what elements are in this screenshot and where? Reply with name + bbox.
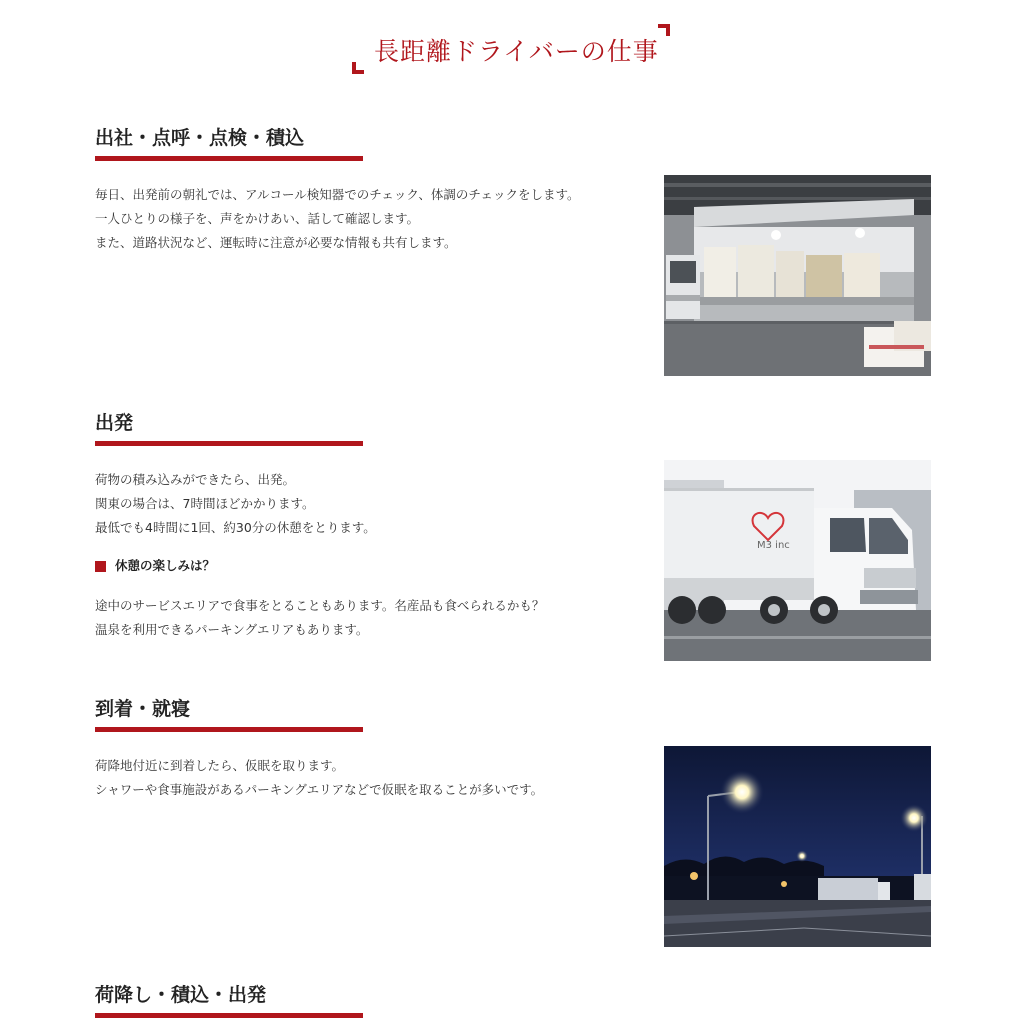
heading-underline	[95, 156, 363, 161]
section-heading: 出社・点呼・点検・積込	[95, 127, 305, 149]
body-line: 毎日、出発前の朝礼では、アルコール検知器でのチェック、体調のチェックをします。	[95, 187, 580, 202]
truck-logo-text: M3 inc	[757, 540, 790, 551]
square-bullet-icon	[95, 561, 106, 572]
photo-truck	[664, 460, 931, 661]
body-line: 最低でも4時間に1回、約30分の休憩をとります。	[95, 520, 376, 535]
heading-underline	[95, 1013, 363, 1018]
section-body	[95, 183, 655, 255]
section-heading: 荷降し・積込・出発	[95, 984, 267, 1006]
sub-heading-text: 休憩の楽しみは？	[115, 558, 216, 573]
page-title: 長距離ドライバーの仕事	[374, 37, 659, 66]
body-line: 途中のサービスエリアで食事をとることもあります。名産品も食べられるかも？	[95, 598, 545, 613]
section-body	[95, 468, 655, 642]
body-line: シャワーや食事施設があるパーキングエリアなどで仮眠を取ることが多いです。	[95, 782, 544, 797]
body-line: 荷降地付近に到着したら、仮眠を取ります。	[95, 758, 345, 773]
body-line: 関東の場合は、7時間ほどかかります。	[95, 496, 315, 511]
title-corner-top-right	[658, 24, 670, 36]
photo-night-parking	[664, 746, 931, 947]
heading-underline	[95, 441, 363, 446]
section-unload-load-depart	[95, 981, 935, 1018]
sub-heading	[95, 554, 655, 578]
section-heading: 到着・就寝	[95, 698, 191, 720]
body-line: また、道路状況など、運転時に注意が必要な情報も共有します。	[95, 235, 457, 250]
page-title-frame	[352, 24, 670, 74]
section-heading: 出発	[95, 412, 134, 434]
heading-underline	[95, 727, 363, 732]
title-corner-bottom-left	[352, 62, 364, 74]
photo-loading-dock	[664, 175, 931, 376]
body-line: 温泉を利用できるパーキングエリアもあります。	[95, 622, 369, 637]
section-body	[95, 754, 655, 802]
body-line: 荷物の積み込みができたら、出発。	[95, 472, 296, 487]
body-line: 一人ひとりの様子を、声をかけあい、話して確認します。	[95, 211, 420, 226]
